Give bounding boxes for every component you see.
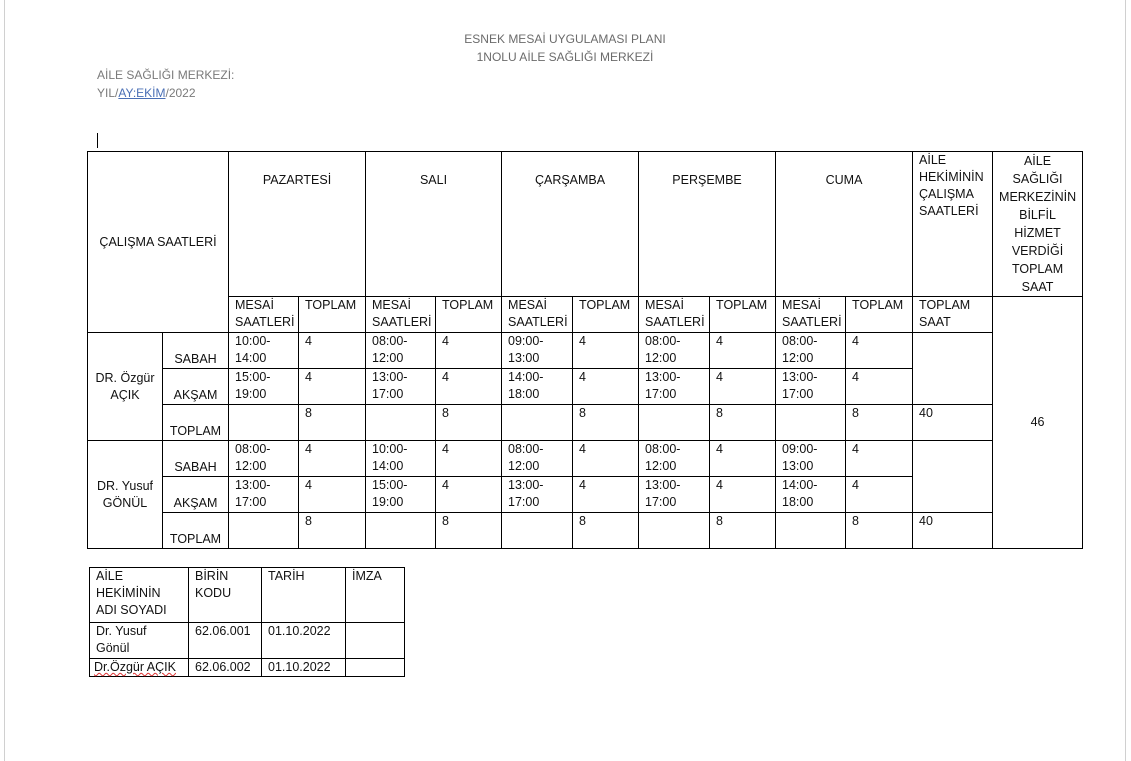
- sig-signature: [346, 659, 405, 677]
- cell-empty: [229, 405, 299, 441]
- cell-hours: 4: [710, 477, 776, 513]
- cell-time: 09:00-13:00: [776, 441, 846, 477]
- sub-mesai-4: MESAİ SAATLERİ: [776, 297, 846, 333]
- cell-hours: 4: [846, 333, 913, 369]
- col-header-physician-hours: AİLE HEKİMİNİN ÇALIŞMA SAATLERİ: [913, 152, 993, 297]
- cell-day-total: 8: [710, 405, 776, 441]
- cell-empty: [366, 405, 436, 441]
- sig-header-signature: İMZA: [346, 568, 405, 623]
- cell-empty: [502, 405, 573, 441]
- sig-code: 62.06.002: [189, 659, 262, 677]
- cell-time: 08:00-12:00: [639, 333, 710, 369]
- sub-toplam-0: TOPLAM: [299, 297, 366, 333]
- cell-hours: 4: [573, 477, 639, 513]
- sig-name: Dr. Yusuf Gönül: [90, 623, 189, 659]
- cell-hours: 4: [710, 333, 776, 369]
- cell-day-total: 8: [299, 405, 366, 441]
- cell-day-total: 8: [436, 513, 502, 549]
- cell-hours: 4: [299, 477, 366, 513]
- cell-day-total: 8: [846, 405, 913, 441]
- cell-empty: [776, 405, 846, 441]
- row-label-toplam: TOPLAM: [163, 405, 229, 441]
- sig-name: [90, 659, 189, 677]
- cell-day-total: 8: [573, 513, 639, 549]
- doctor-name: DR. Özgür AÇIK: [88, 333, 163, 441]
- page-right-edge: [1125, 0, 1126, 761]
- cell-hours: 4: [436, 477, 502, 513]
- center-label: AİLE SAĞLIĞI MERKEZİ:: [97, 68, 235, 82]
- sub-toplam-2: TOPLAM: [573, 297, 639, 333]
- cell-hours: 4: [299, 369, 366, 405]
- signature-table: [89, 567, 405, 677]
- cell-empty: [639, 405, 710, 441]
- cell-hours: 4: [436, 333, 502, 369]
- cell-hours: 4: [573, 369, 639, 405]
- col-header-center-total: AİLE SAĞLIĞI MERKEZİNİN BİLFİL HİZMET VERDİĞİ TOPLAM SAAT: [993, 152, 1083, 297]
- cell-hours: 4: [846, 369, 913, 405]
- cell-time: 13:00-17:00: [229, 477, 299, 513]
- cell-hours: 4: [573, 441, 639, 477]
- sig-name-text: Dr.Özgür AÇIK: [94, 660, 176, 674]
- row-label-aksam: AKŞAM: [163, 477, 229, 513]
- cell-time: 13:00-17:00: [502, 477, 573, 513]
- cell-total-hours: 40: [913, 405, 993, 441]
- cell-time: 14:00-18:00: [776, 477, 846, 513]
- sub-toplam-4: TOPLAM: [846, 297, 913, 333]
- cell-hours: 4: [710, 369, 776, 405]
- cell-hours: 4: [573, 333, 639, 369]
- col-header-hours: ÇALIŞMA SAATLERİ: [88, 152, 229, 333]
- cell-time: 09:00-13:00: [502, 333, 573, 369]
- sig-header-name: AİLE HEKİMİNİN ADI SOYADI: [90, 568, 189, 623]
- schedule-table: [87, 151, 1083, 549]
- sig-signature: [346, 623, 405, 659]
- sub-mesai-3: MESAİ SAATLERİ: [639, 297, 710, 333]
- sub-mesai-2: MESAİ SAATLERİ: [502, 297, 573, 333]
- cell-hours: 4: [299, 441, 366, 477]
- sub-toplam-saat: TOPLAM SAAT: [913, 297, 993, 333]
- cell-day-total: 8: [573, 405, 639, 441]
- cell-day-total: 8: [436, 405, 502, 441]
- sig-code: 62.06.001: [189, 623, 262, 659]
- row-label-toplam: TOPLAM: [163, 513, 229, 549]
- cell-time: 14:00-18:00: [502, 369, 573, 405]
- cell-time: 08:00-12:00: [776, 333, 846, 369]
- day-header-4: CUMA: [776, 152, 913, 297]
- cell-time: 15:00-19:00: [366, 477, 436, 513]
- cell-empty: [913, 333, 993, 405]
- cell-empty: [229, 513, 299, 549]
- cell-hours: 4: [436, 369, 502, 405]
- row-label-aksam: AKŞAM: [163, 369, 229, 405]
- document-subtitle: 1NOLU AİLE SAĞLIĞI MERKEZİ: [476, 50, 654, 64]
- cell-empty: [502, 513, 573, 549]
- text-cursor: [97, 133, 98, 148]
- page-left-edge: [4, 0, 5, 761]
- cell-empty: [366, 513, 436, 549]
- cell-time: 08:00-12:00: [639, 441, 710, 477]
- sig-date: 01.10.2022: [262, 623, 346, 659]
- date-prefix: YIL/: [97, 86, 119, 100]
- cell-time: 10:00-14:00: [229, 333, 299, 369]
- cell-time: 15:00-19:00: [229, 369, 299, 405]
- date-suffix: /2022: [165, 86, 196, 100]
- date-line: [97, 86, 196, 100]
- cell-day-total: 8: [710, 513, 776, 549]
- cell-time: 13:00-17:00: [639, 477, 710, 513]
- sig-header-code: BİRİN KODU: [189, 568, 262, 623]
- cell-empty: [776, 513, 846, 549]
- cell-time: 13:00-17:00: [776, 369, 846, 405]
- row-label-sabah: SABAH: [163, 333, 229, 369]
- cell-hours: 4: [436, 441, 502, 477]
- sub-mesai-1: MESAİ SAATLERİ: [366, 297, 436, 333]
- day-header-3: PERŞEMBE: [639, 152, 776, 297]
- cell-empty: [639, 513, 710, 549]
- day-header-2: ÇARŞAMBA: [502, 152, 639, 297]
- sig-date: 01.10.2022: [262, 659, 346, 677]
- document-title: ESNEK MESAİ UYGULAMASI PLANI: [464, 32, 666, 46]
- row-label-sabah: SABAH: [163, 441, 229, 477]
- center-total-value: 46: [993, 297, 1083, 549]
- cell-hours: 4: [299, 333, 366, 369]
- cell-time: 08:00-12:00: [502, 441, 573, 477]
- doctor-name: DR. Yusuf GÖNÜL: [88, 441, 163, 549]
- cell-day-total: 8: [846, 513, 913, 549]
- cell-hours: 4: [846, 477, 913, 513]
- day-header-1: SALI: [366, 152, 502, 297]
- sig-header-date: TARİH: [262, 568, 346, 623]
- sub-mesai-0: MESAİ SAATLERİ: [229, 297, 299, 333]
- cell-time: 08:00-12:00: [366, 333, 436, 369]
- cell-empty: [913, 441, 993, 513]
- cell-day-total: 8: [299, 513, 366, 549]
- cell-hours: 4: [710, 441, 776, 477]
- cell-time: 08:00-12:00: [229, 441, 299, 477]
- cell-time: 10:00-14:00: [366, 441, 436, 477]
- sub-toplam-1: TOPLAM: [436, 297, 502, 333]
- sub-toplam-3: TOPLAM: [710, 297, 776, 333]
- cell-hours: 4: [846, 441, 913, 477]
- cell-time: 13:00-17:00: [366, 369, 436, 405]
- day-header-0: PAZARTESİ: [229, 152, 366, 297]
- cell-time: 13:00-17:00: [639, 369, 710, 405]
- date-month-link[interactable]: AY:EKİM: [118, 86, 166, 100]
- cell-total-hours: 40: [913, 513, 993, 549]
